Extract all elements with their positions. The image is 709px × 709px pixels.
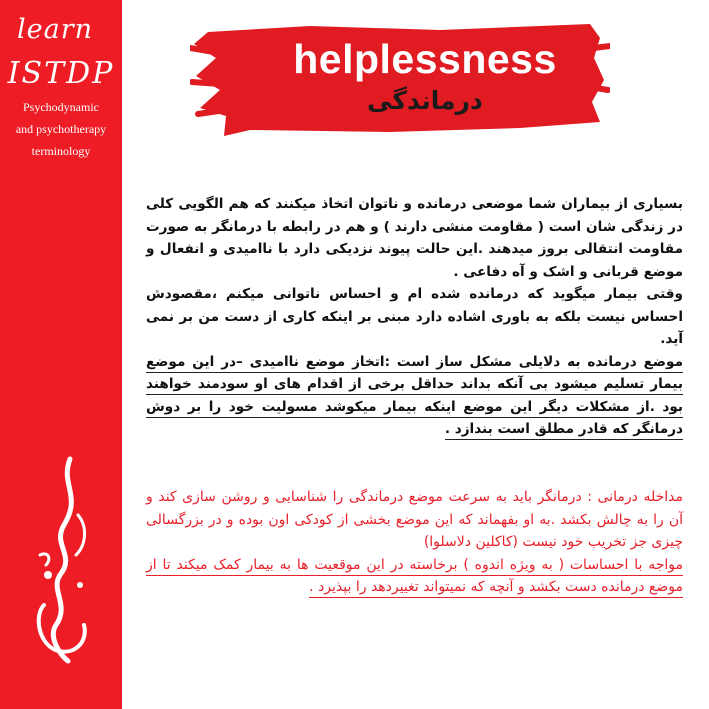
title-english: helplessness	[293, 36, 557, 82]
paragraph-1: بسیاری از بیماران شما موضعی درمانده و ناتوان اتخاذ میکنند که هم الگویی کلی در زندگی شان است ( مقاومت منشی دارند ) و هم در رابطه با درمانگر به صورت مقاومت انتقالی بروز میدهند .این حالت پیوند نزدیکی دارد با ناامیدی و انفعال و موضع قربانی و اشک و آه دفاعی .	[146, 196, 683, 280]
sidebar	[0, 0, 122, 709]
subtitle-line-3: terminology	[31, 144, 91, 158]
brand-learn-text: learn	[16, 14, 93, 45]
intervention-paragraph-1: مداخله درمانی : درمانگر باید به سرعت موضع درماندگی را شناسایی و روشن سازی کند و آن را به چالش بکشد .به او بفهماند که این موضع بخشی از کودکی اون بوده و در بزرگسالی چیزی جز تخریب خود نیست (کاکلین دلاسلوا)	[146, 489, 683, 550]
subtitle-line-2: and psychotherapy	[15, 122, 107, 136]
paragraph-3	[146, 351, 683, 441]
paragraph-2: وقتی بیمار میگوید که درمانده شده ام و احساس ناتوانی میکنم ،مقصودش احساس نیست بلکه به باوری اشاده دارد مبنی بر اینکه کاری از دست من بر نمی آید.	[146, 286, 683, 347]
calligraphy-ornament-icon	[30, 455, 94, 665]
title-persian: درماندگی	[367, 86, 483, 115]
intervention-paragraph-2	[146, 554, 683, 599]
paragraph-3-text: موضع درمانده به دلایلی مشکل ساز است :اتخاز موضع ناامیدی –در این موضع بیمار تسلیم میشود بی آنکه بداند حداقل برخی از اقدام های او سودمند خواهند بود .از مشکلات دیگر این موضع اینکه بیمار میکوشد مسولیت خود را بر دوش درمانگر که قادر مطلق است بندازد .	[146, 354, 683, 441]
intervention-text	[146, 486, 683, 599]
brand-istdp-logo: ISTDP	[7, 56, 115, 91]
brand-subtitle	[0, 96, 122, 162]
intervention-paragraph-2-text: مواجه با احساسات ( به ویژه اندوه ) برخاسته در این موقعیت ها به بیمار کمک میکند تا از موضع درمانده دست بکشد و آنچه که نمیتواند تغییردهد را بپذیرد .	[146, 557, 683, 599]
description-text	[146, 193, 683, 441]
subtitle-line-1: Psychodynamic	[23, 100, 99, 114]
